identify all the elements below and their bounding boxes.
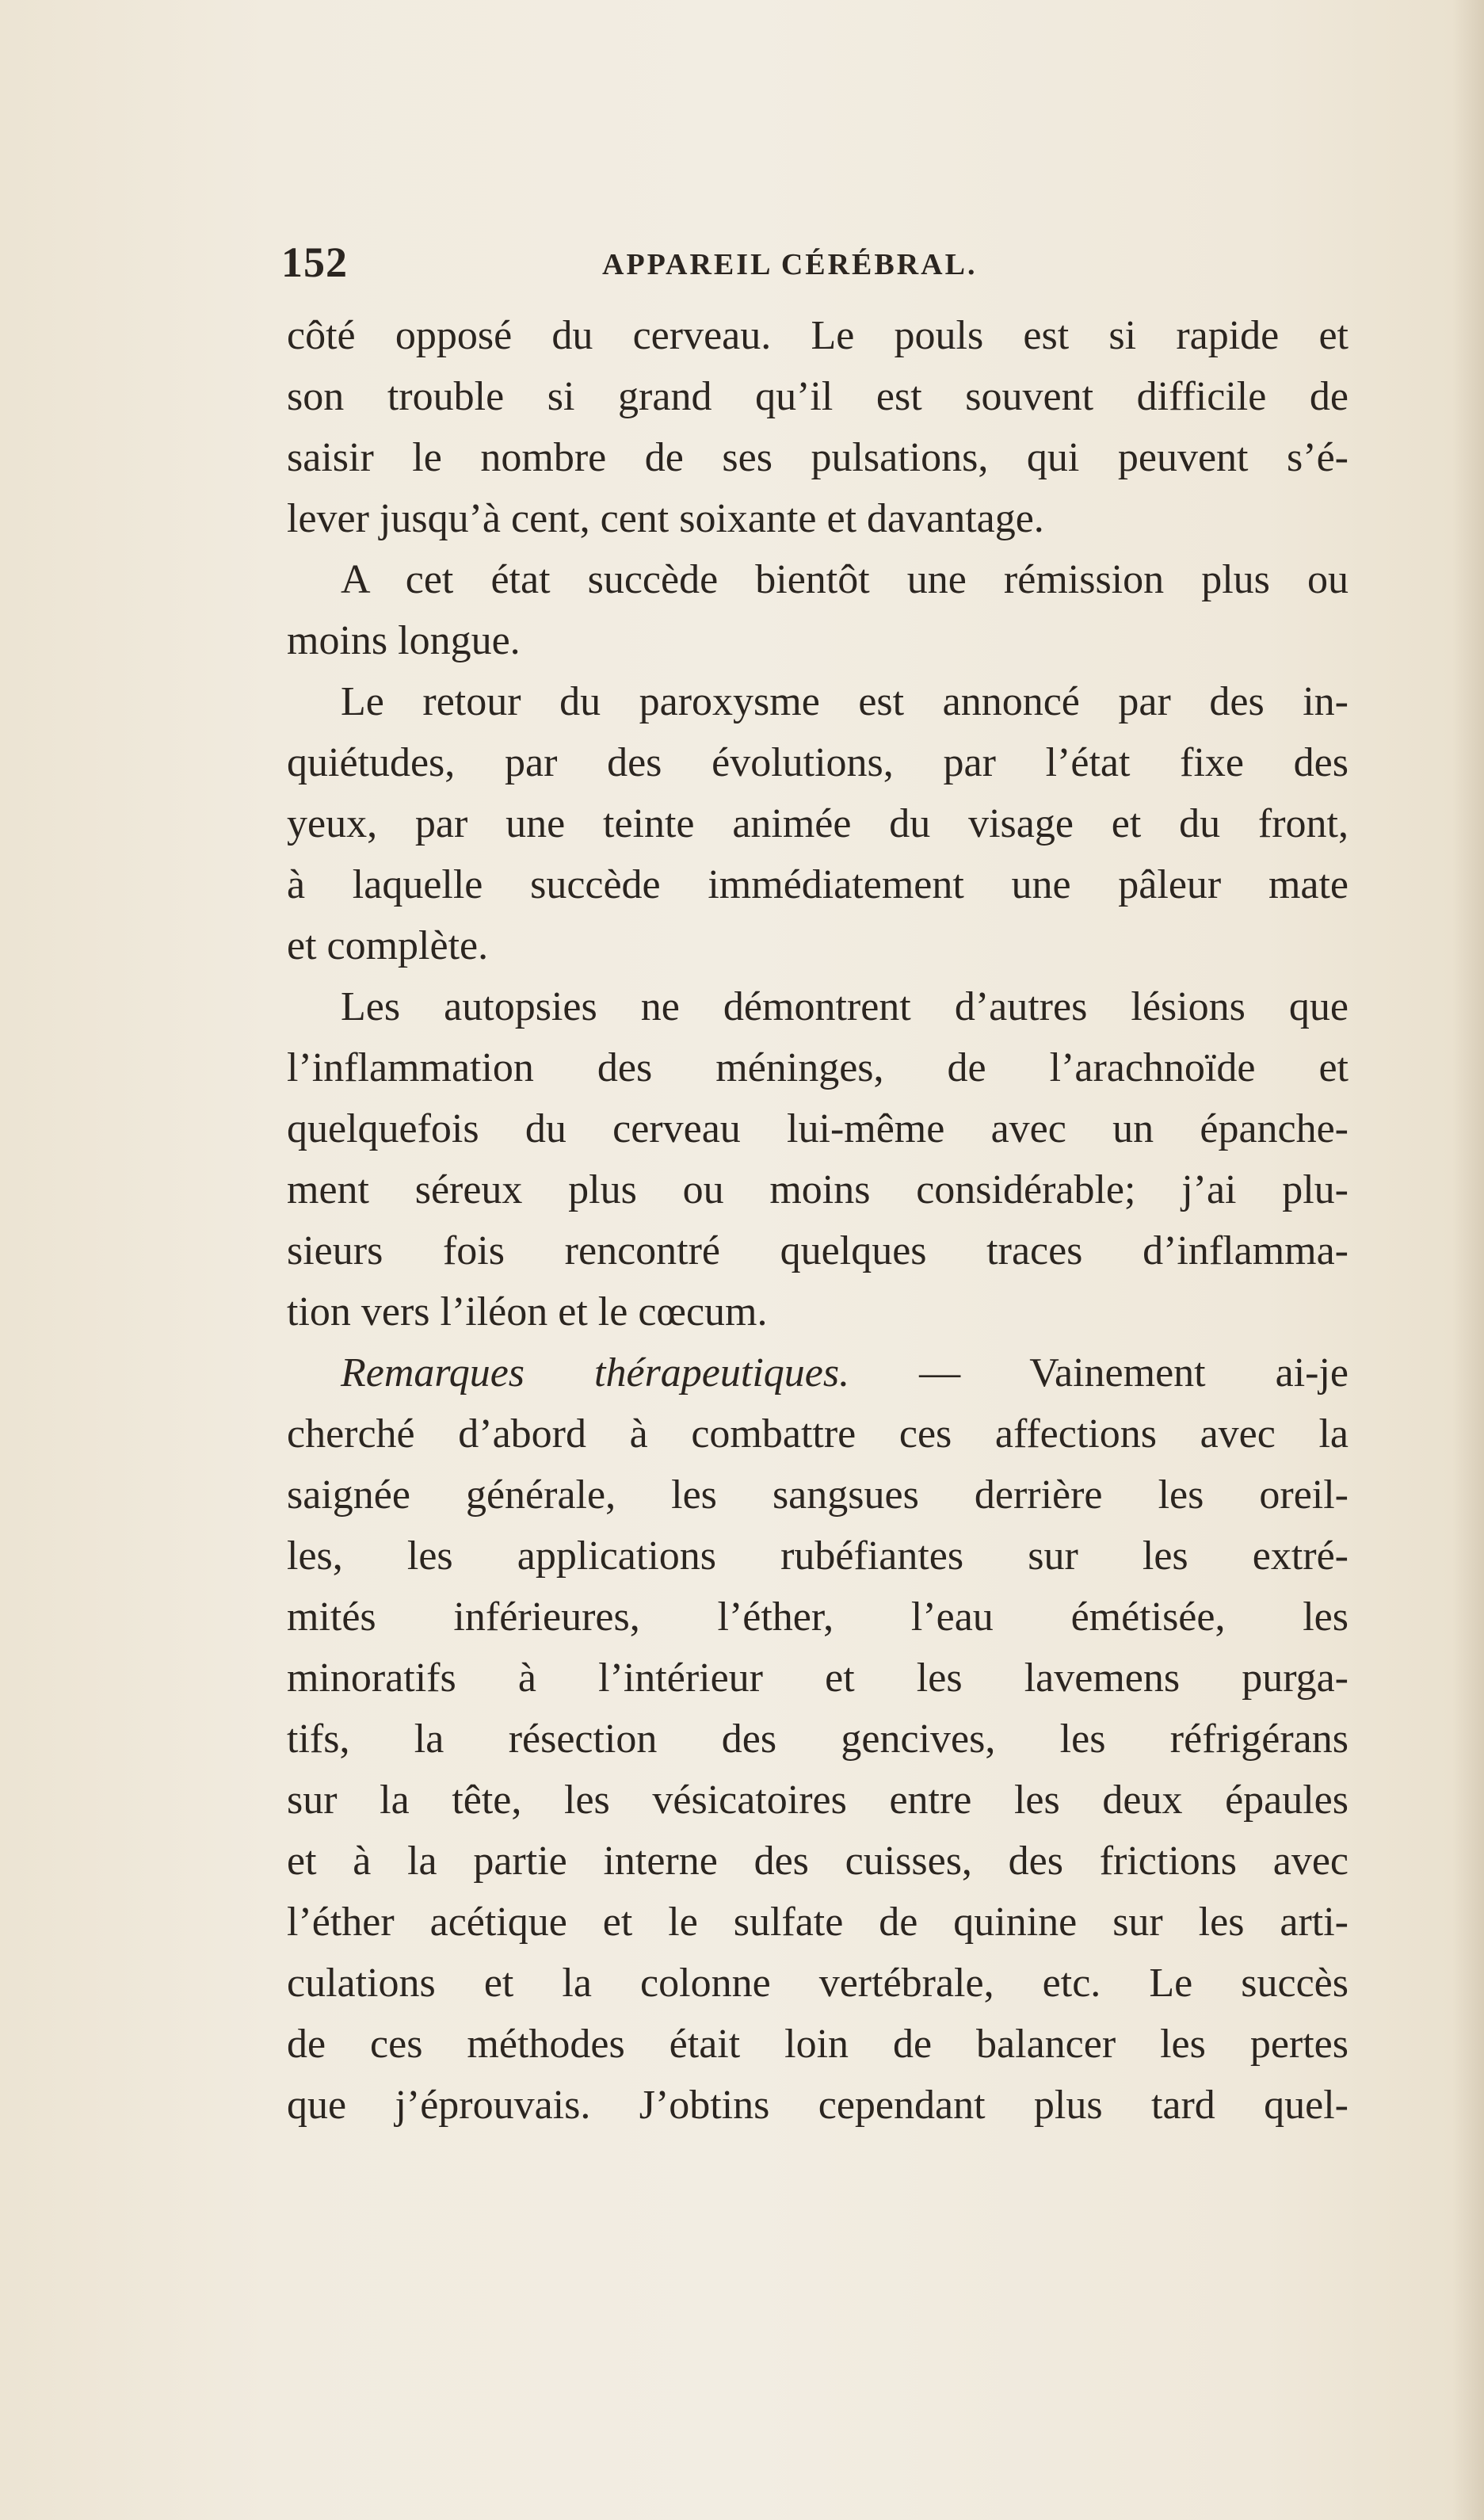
text-line: ment séreux plus ou moins considérable; j’ai plu- [287,1167,1349,1212]
italic-lead-in: Remarques thérapeutiques. [341,1350,850,1396]
text-line: de ces méthodes était loin de balancer les pertes [287,2022,1349,2067]
text-line: minoratifs à l’intérieur et les lavemens purga- [287,1655,1349,1701]
text-line: lever jusqu’à cent, cent soixante et davantage. [287,496,1044,541]
paragraph-first-line: Le retour du paroxysme est annoncé par des in- [341,679,1349,724]
page-edge-shadow [1452,0,1484,2520]
text-line: culations et la colonne vertébrale, etc. Le succès [287,1961,1349,2006]
text-line: et à la partie interne des cuisses, des frictions avec [287,1838,1349,1884]
page-number: 152 [281,239,348,286]
text-run: — Vainement ai-je [919,1350,1349,1396]
text-line: cherché d’abord à combattre ces affections avec la [287,1411,1349,1457]
text-line: et complète. [287,923,489,968]
text-line: yeux, par une teinte animée du visage et du front, [287,801,1349,846]
text-line: saisir le nombre de ses pulsations, qui peuvent s’é- [287,435,1349,480]
page-header [281,238,1351,293]
text-line: tion vers l’iléon et le cœcum. [287,1289,768,1334]
paragraph-first-line: Les autopsies ne démontrent d’autres lésions que [341,984,1349,1029]
text-line: quelquefois du cerveau lui-même avec un épanche- [287,1106,1349,1151]
text-line: moins longue. [287,618,521,663]
text-line: saignée générale, les sangsues derrière les oreil- [287,1472,1349,1518]
text-line: que j’éprouvais. J’obtins cependant plus tard quel- [287,2083,1349,2128]
text-line: mités inférieures, l’éther, l’eau émétisée, les [287,1594,1349,1640]
body-text [287,305,1349,2136]
text-line: tifs, la résection des gencives, les réfrigérans [287,1716,1349,1762]
paragraph-first-line: A cet état succède bientôt une rémission plus ou [341,557,1349,602]
running-head: APPAREIL CÉRÉBRAL. [602,248,978,281]
text-line: côté opposé du cerveau. Le pouls est si rapide et [287,313,1349,358]
text-line: les, les applications rubéfiantes sur les extré- [287,1533,1349,1579]
text-line: l’inflammation des méninges, de l’arachnoïde et [287,1045,1349,1090]
text-line: sieurs fois rencontré quelques traces d’inflamma- [287,1228,1349,1273]
text-line: l’éther acétique et le sulfate de quinine sur les arti- [287,1900,1349,1945]
text-line: quiétudes, par des évolutions, par l’état fixe des [287,740,1349,785]
text-line: son trouble si grand qu’il est souvent difficile de [287,374,1349,419]
text-line: sur la tête, les vésicatoires entre les deux épaules [287,1777,1349,1823]
text-line: à laquelle succède immédiatement une pâleur mate [287,862,1349,907]
paragraph-first-line [287,1342,1349,1403]
